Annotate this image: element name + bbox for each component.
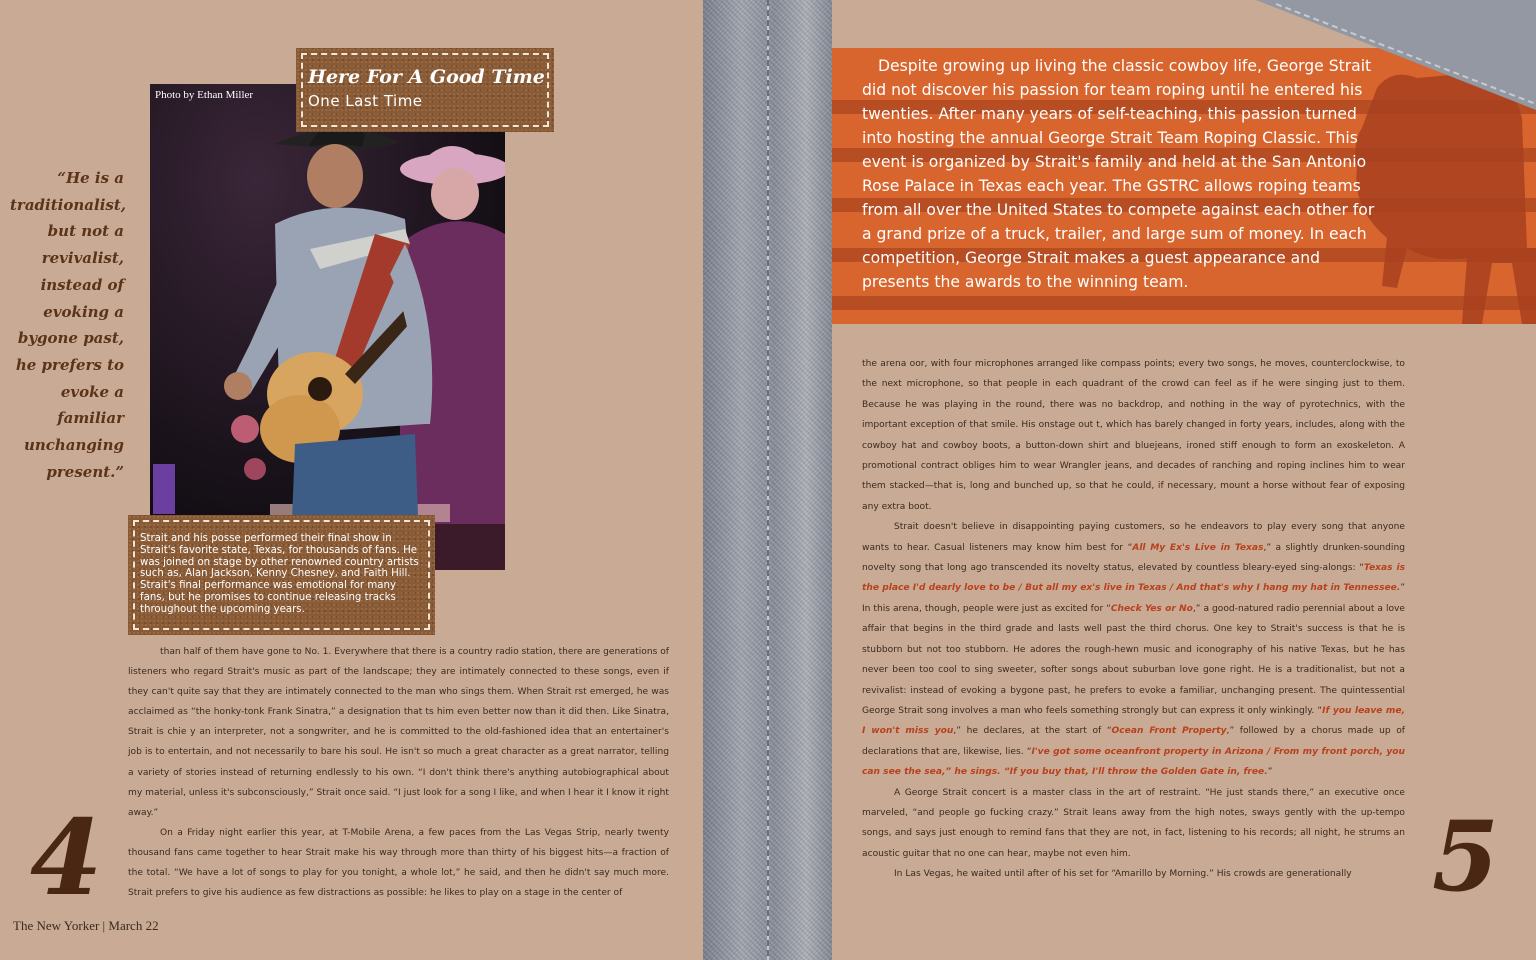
stitch-border: [301, 53, 549, 127]
text-run: ,” followed by a chorus made up of declarations that are, likewise, lies. “: [862, 726, 1405, 757]
song-title: Check Yes or No: [1110, 603, 1193, 614]
text-run: ,” a good-natured radio perennial about a love affair that begins in the third grade and lasts well past the third chorus. One key to Strait's success is that he is stubborn but not too stubborn. He adores the rough-hewn music and iconography of his native Texas, but he has never been too cool to sing sweeter, softer songs about suburban love gone right. He is a traditionalist, but not a revivalist: instead of evoking a bygone past, he prefers to evoke a familiar, unchanging present. The quintessential George Strait song involves a man who feels something strongly but can express it only winkingly. “: [862, 603, 1406, 716]
song-title: Ocean Front Property: [1111, 726, 1227, 737]
body-text-left: [128, 642, 669, 903]
text-run: ,” a slightly drunken-sounding novelty song that long ago transcended its novelty status, elevated by countless bleary-eyed sing-alongs: “: [862, 542, 1405, 574]
denim-corner: [1256, 0, 1536, 110]
denim-spine: [703, 0, 832, 960]
banner-text: Despite growing up living the classic cowboy life, George Strait did not discover his passion for team roping until he entered his twenties. After many years of self-teaching, this passion turned into hosting the annual George Strait Team Roping Classic. This event is organized by Strait's family and held at the San Antonio Rose Palace in Texas each year. The GSTRC allows roping teams from all over the United States to compete against each other for a grand prize of a truck, trailer, and large sum of money. In each competition, George Strait makes a guest appearance and presents the awards to the winning team.: [862, 57, 1375, 291]
page-number-left: 4: [30, 796, 103, 919]
paragraph: than half of them have gone to No. 1. Everywhere that there is a country radio station, there are generations of listeners who regard Strait's music as part of the landscape; they are intimately connected to these songs, even if they can't quite say that they are intimately connected to the man who sings them. When Strait rst emerged, he was acclaimed as “the honky-tonk Frank Sinatra,” a designation that ts him even better now than it did then. Like Sinatra, Strait is chie y an interpreter, not a songwriter, and he is committed to the old-fashioned idea that an entertainer's job is to entertain, and not necessarily to bare his soul. He isn't so much a great character as a great narrator, telling a variety of stories instead of returning endlessly to his own. “I don't think there's anything autobiographical about my material, unless it's subconsciously,” Strait once said. “I just look for a song I like, and when I hear it I know it right away.”: [128, 647, 669, 818]
title-box: [296, 48, 554, 132]
caption-box: [128, 515, 435, 635]
paragraph: A George Strait concert is a master class in the art of restraint. “He just stands there,” an executive once marveled, “and people go fucking crazy.” Strait leans away from the high notes, sways gently with the up-tempo songs, and says just enough to remind fans that they are not, in fact, listening to his records; all night, he strums an acoustic guitar that no one can hear, maybe not even him.: [862, 787, 1405, 859]
song-title: All My Ex's Live in Texas: [1132, 542, 1264, 553]
paragraph: [862, 517, 1405, 782]
page-number-right: 5: [1432, 800, 1499, 913]
paragraph: In Las Vegas, he waited until after of his set for “Amarillo by Morning.” His crowds are generationally: [894, 869, 1352, 880]
paragraph: On a Friday night earlier this year, at T-Mobile Arena, a few paces from the Las Vegas Strip, nearly twenty thousand fans came together to hear Strait make his way through more than thirty of his biggest hits—a fraction of the total. “We have a lot of songs to play for you tonight, a whole lot,” he said, and then he didn't say much more. Strait prefers to give his audience as few distractions as possible: he likes to play on a stage in the center of: [128, 827, 669, 899]
paragraph: the arena oor, with four microphones arranged like compass points; every two songs, he moves, counterclockwise, to the next microphone, so that people in each quadrant of the crowd can feel as if he were singing just to them. Because he was playing in the round, there was no backdrop, and nothing in the way of pyrotechnics, with the important exception of that smile. His onstage out t, which has barely changed in forty years, includes, along with the cowboy hat and cowboy boots, a button-down shirt and bluejeans, ironed stiff enough to form an exoskeleton. A promotional contract obliges him to wear Wrangler jeans, and decades of ranching and roping inclines him to wear them stacked—that is, long and bunched up, so that he could, if necessary, mount a horse without fear of exposing any extra boot.: [862, 359, 1405, 512]
text-run: ” In this arena, though, people were just as excited for “: [862, 583, 1405, 614]
footer: The New Yorker | March 22: [13, 918, 159, 933]
text-run: ,” he declares, at the start of “: [953, 726, 1112, 737]
left-page: [0, 0, 703, 960]
text-run: Strait doesn't believe in disappointing paying customers, so he endeavors to play every song that anyone wants to hear. Casual listeners may know him best for “: [862, 522, 1405, 553]
body-text-right: [862, 354, 1405, 885]
article-subtitle: One Last Time: [308, 92, 423, 110]
article-title: Here For A Good Time: [308, 66, 545, 88]
denim-seam: [767, 0, 769, 960]
song-lyric: Texas is the place I'd dearly love to be / But all my ex's live in Texas / And that's why I hang my hat in Tennessee.: [862, 563, 1405, 594]
text-run: ”: [1267, 767, 1273, 778]
song-lyric: If you leave me, I won't miss you: [862, 705, 1406, 737]
pull-quote: “He is a traditionalist, but not a revivalist, instead of evoking a bygone past, he prefers to evoke a familiar unchanging present.”: [10, 169, 126, 481]
photo-caption: Strait and his posse performed their final show in Strait's favorite state, Texas, for thousands of fans. He was joined on stage by other renowned country artists such as, Alan Jackson, Kenny Chesney, and Faith Hill. Strait's final performance was emotional for many fans, but he promises to continue releasing tracks throughout the upcoming years.: [140, 533, 419, 615]
concert-photo: [150, 84, 505, 570]
song-lyric: I've got some oceanfront property in Arizona / From my front porch, you can see the sea,” he sings. “If you buy that, I'll throw the Golden Gate in, free.: [862, 746, 1406, 778]
photo-credit: Photo by Ethan Miller: [155, 89, 254, 101]
